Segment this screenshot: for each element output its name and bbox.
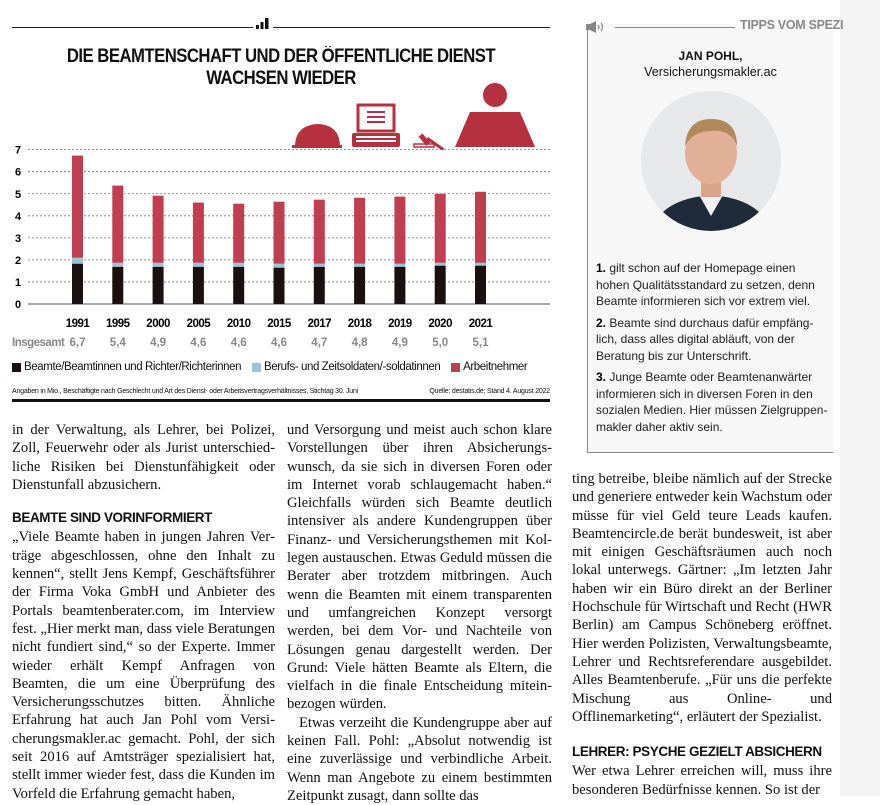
section-rule-left [12, 27, 253, 28]
bar-segment-2020 [435, 194, 446, 263]
total-label: 5,4 [109, 337, 126, 349]
bar-chart-icon [256, 17, 270, 29]
legend-item-beamte [12, 361, 241, 373]
bar-segment-2017 [314, 267, 325, 304]
chart-legend [12, 361, 535, 375]
legend-item-arbeitnehmer [451, 361, 527, 373]
bar-segment-1991 [72, 258, 83, 264]
x-tick-label: 2018 [347, 318, 372, 330]
paragraph: Etwas verzeiht die Kundengruppe aber auf keinen Fall. Pohl: „Absolut notwendig ist eine zuverlässige und verbindliche Arbeit. Wenn man Angebote zu einem bestimmten Zeitpunkt zusagt, dann sollte das [287, 714, 552, 804]
bar-segment-2021 [475, 263, 486, 266]
subheading: LEHRER: PSYCHE GEZIELT ABSICHERN [572, 744, 822, 760]
bar-segment-2021 [475, 192, 486, 263]
paragraph: in der Verwaltung, als Lehrer, bei Polizei, Zoll, Feuerwehr oder als Jurist unterschiedliche Risiken bei Dienstunfähigkeit oder Dienstunfall abzusichern. [12, 422, 275, 493]
total-label: 6,7 [69, 337, 86, 349]
bar-segment-2015 [274, 264, 285, 268]
bar-segment-2015 [274, 202, 285, 264]
paragraph: ting betreibe, bleibe nämlich auf der Strecke und generiere entweder kein Wachstum oder müsse für viel Geld teure Leads kaufen. Beamtencircle.de berät bundesweit, ist aber mit einigen Geschäftsräumen auch noch lokal unterwegs. Gärtner: „Im letzten Jahr haben wir ein Büro direkt an der Berliner Hochschule für Wirtschaft und Recht (HWR Berlin) am Campus Schöneberg eröffnet. Hier werden Polizisten, Verwaltungsbeamte, Lehrer und Rechtsreferendare ausgebildet. Alles Beamtenberufe. „Für uns die perfekte Mischung aus Online- und Offlinemarketing“, erläutert der Spezialist. [572, 471, 832, 725]
article-column-1 [12, 421, 275, 803]
sidebar-header-rule [615, 27, 735, 28]
totals-row-label: Insgesamt [12, 337, 65, 349]
total-label: 4,8 [351, 337, 368, 349]
bar-segment-2017 [314, 200, 325, 264]
bar-segment-2017 [314, 264, 325, 267]
tip-text: Beamte sind durchaus dafür empfänglich, dass alles digital abläuft, von der Beratung bis zur Unterschrift. [596, 315, 814, 363]
legend-label: Beamte/Beamtinnen und Richter/Richterinnen [24, 361, 242, 373]
bar-segment-2005 [193, 267, 204, 304]
y-tick-label: 5 [14, 188, 22, 201]
sidebar-header: TIPPS VOM SPEZI [740, 18, 844, 32]
x-tick-label: 2010 [226, 318, 251, 330]
bar-segment-2019 [394, 264, 405, 267]
page-margin [840, 0, 880, 796]
y-tick-label: 1 [14, 276, 22, 289]
article-column-3 [572, 470, 832, 799]
x-tick-label: 2015 [267, 318, 291, 330]
x-tick-label: 1995 [106, 318, 130, 330]
chart-source: Quelle: destatis.de; Stand 4. August 2022 [429, 388, 550, 395]
y-tick-label: 7 [14, 144, 22, 157]
bar-segment-1995 [112, 186, 123, 263]
bar-segment-2020 [435, 263, 446, 266]
bar-segment-2021 [475, 266, 486, 304]
total-label: 4,9 [150, 337, 167, 349]
y-tick-label: 2 [14, 254, 22, 267]
article-column-2 [287, 421, 552, 805]
total-label: 4,6 [230, 337, 247, 349]
bar-segment-1991 [72, 264, 83, 304]
tip-text: gilt schon auf der Homepage einen hohen Qualitätsstandard zu setzen, denn Beamte informieren sich vor extrem viel. [596, 261, 815, 308]
tip-3 [596, 369, 828, 435]
x-tick-label: 1991 [65, 318, 90, 330]
legend-label: Arbeitnehmer [463, 361, 528, 373]
chart-title: DIE BEAMTENSCHAFT UND DER ÖFFENTLICHE DIENST WACHSEN WIEDER [66, 46, 496, 89]
expert-name: JAN POHL, [678, 49, 743, 63]
legend-swatch [451, 363, 460, 372]
tip-number: 2. [596, 315, 607, 330]
tips-list [596, 260, 828, 440]
total-label: 5,1 [472, 337, 489, 349]
tips-box [587, 24, 833, 453]
tip-1 [596, 260, 828, 310]
chart-footnote: Angaben in Mio., Beschäftigte nach Geschlecht und Art des Dienst- oder Arbeitsvertragsverhältnisses, Stichtag 30. Juni [12, 388, 359, 395]
x-tick-label: 2017 [307, 318, 332, 330]
x-tick-label: 2021 [468, 318, 493, 330]
tip-2 [596, 315, 828, 365]
total-label: 4,7 [311, 337, 328, 349]
bar-segment-2018 [354, 267, 365, 304]
bar-segment-2000 [153, 196, 164, 263]
person-desk-icon [455, 83, 535, 147]
bar-segment-2019 [394, 197, 405, 264]
bar-segment-2000 [153, 263, 164, 267]
bar-segment-2020 [435, 266, 446, 304]
paragraph: Wer etwa Lehrer erreichen will, muss ihre besonderen Bedürfnisse kennen. So ist der [572, 763, 832, 798]
bar-segment-1991 [72, 156, 83, 258]
paragraph: „Viele Beamte haben in jungen Jahren Verträge abgeschlossen, ohne den Inhalt zu kennen“, stellt Jens Kempf, Geschäftsführer der Firma Voka GmbH und Anbieter des Portals beamtenberater.com, im Interview fest. „Hier merkt man, dass viele Beratungen nicht fundiert sind,“ so der Experte. Immer wieder erhält Kempf Anfragen von Beamten, die um eine Überprüfung des Versicherungsschutzes bitten. Ähnliche Erfahrung hat auch Jan Pohl vom Versicherungsmakler.ac gemacht. Pohl, der sich seit 2016 auf Amtsträger spezialisiert hat, stellt immer wieder fest, dass die Kunden im Vorfeld die Erfahrung gemacht haben, [12, 529, 275, 802]
tip-number: 3. [596, 370, 607, 384]
tip-text: Junge Beamte oder Beamtenanwärter informieren sich in diversen Foren in den sozialen Medien. Hier müssen Zielgruppenmakler daher aktiv sein. [596, 370, 828, 434]
bar-segment-2018 [354, 264, 365, 267]
bar-segment-2010 [233, 204, 244, 263]
megaphone-icon [585, 20, 605, 38]
x-tick-label: 2019 [388, 318, 412, 330]
bar-segment-2018 [354, 198, 365, 264]
bar-segment-2000 [153, 267, 164, 304]
bar-segment-2005 [193, 203, 204, 263]
legend-swatch [12, 363, 21, 372]
legend-swatch [252, 363, 261, 372]
legend-item-soldaten [252, 361, 440, 373]
total-label: 5,0 [432, 337, 449, 349]
tip-number: 1. [596, 261, 607, 275]
x-tick-label: 2000 [146, 318, 170, 330]
paragraph: und Versorgung und meist auch schon klare Vorstellungen über ihren Absicherungswunsch, da sie sich in diversen Foren oder im Internet vorab schlaugemacht haben.“ Gleichfalls würden sich Beamte deutlich intensiver als andere Kundengruppen über Finanz- und Versicherungsthemen mit Kollegen austauschen. Etwas Geduld müssen die Berater aber trotzdem mitbringen. Auch wenn die Beamten mit einem transparenten und umfangreichen Konzept versorgt werden, bei dem Vor- und Nachteile von Lösungen genau dargestellt werden. Der Grund: Viele hätten Beamte als Eltern, die vielfach in die finale Entscheidung miteinbezogen würden. [287, 422, 552, 713]
x-tick-label: 2005 [186, 318, 211, 330]
legend-label: Berufs- und Zeitsoldaten/-soldatinnen [263, 361, 441, 373]
y-tick-label: 4 [14, 210, 22, 223]
expert-photo [641, 91, 781, 231]
y-tick-label: 0 [14, 299, 22, 311]
bar-segment-2005 [193, 263, 204, 267]
section-rule-right [273, 27, 550, 28]
total-label: 4,6 [271, 337, 287, 349]
bar-segment-1995 [112, 267, 123, 304]
y-tick-label: 3 [14, 232, 22, 245]
bar-segment-2010 [233, 267, 244, 304]
bar-segment-2010 [233, 263, 244, 267]
stacked-bar-chart [0, 140, 560, 355]
subheading: BEAMTE SIND VORINFORMIERT [12, 510, 213, 526]
bar-segment-2015 [274, 268, 285, 304]
y-tick-label: 6 [14, 166, 22, 179]
x-tick-label: 2020 [428, 318, 452, 330]
bar-segment-1995 [112, 263, 123, 267]
bar-segment-2019 [394, 267, 405, 304]
chart-bottom-rule [12, 399, 550, 402]
expert-company: Versicherungsmakler.ac [644, 65, 777, 79]
total-label: 4,9 [391, 337, 408, 349]
total-label: 4,6 [190, 337, 207, 349]
